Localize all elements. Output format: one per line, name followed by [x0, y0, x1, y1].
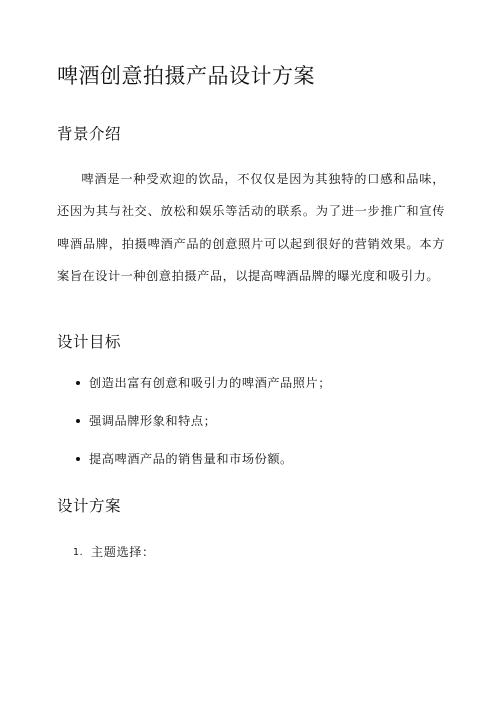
- bullet-icon: [76, 457, 80, 461]
- list-number: 1.: [73, 547, 84, 558]
- list-item: [57, 449, 445, 487]
- list-item: [57, 373, 445, 411]
- goals-list: [57, 373, 445, 487]
- section-heading-background: 背景介绍: [57, 125, 122, 143]
- list-item-text: 主题选择：: [91, 545, 155, 559]
- bullet-icon: [76, 419, 80, 423]
- list-item: [57, 411, 445, 449]
- document-title: 啤酒创意拍摄产品设计方案: [57, 64, 315, 88]
- list-item-text: 提高啤酒产品的销售量和市场份额。: [89, 452, 293, 466]
- section-heading-goals: 设计目标: [57, 333, 122, 351]
- list-item: [57, 542, 155, 562]
- section-heading-plan: 设计方案: [57, 497, 122, 515]
- plan-list: [57, 542, 155, 562]
- list-item-text: 创造出富有创意和吸引力的啤酒产品照片；: [89, 376, 332, 390]
- list-item-text: 强调品牌形象和特点；: [89, 414, 217, 428]
- bullet-icon: [76, 381, 80, 385]
- background-paragraph: 啤酒是一种受欢迎的饮品，不仅仅是因为其独特的口感和品味，还因为其与社交、放松和娱乐等活动的联系。为了进一步推广和宣传啤酒品牌，拍摄啤酒产品的创意照片可以起到很好的营销效果。本方案旨在设计一种创意拍摄产品，以提高啤酒品牌的曝光度和吸引力。: [57, 172, 445, 284]
